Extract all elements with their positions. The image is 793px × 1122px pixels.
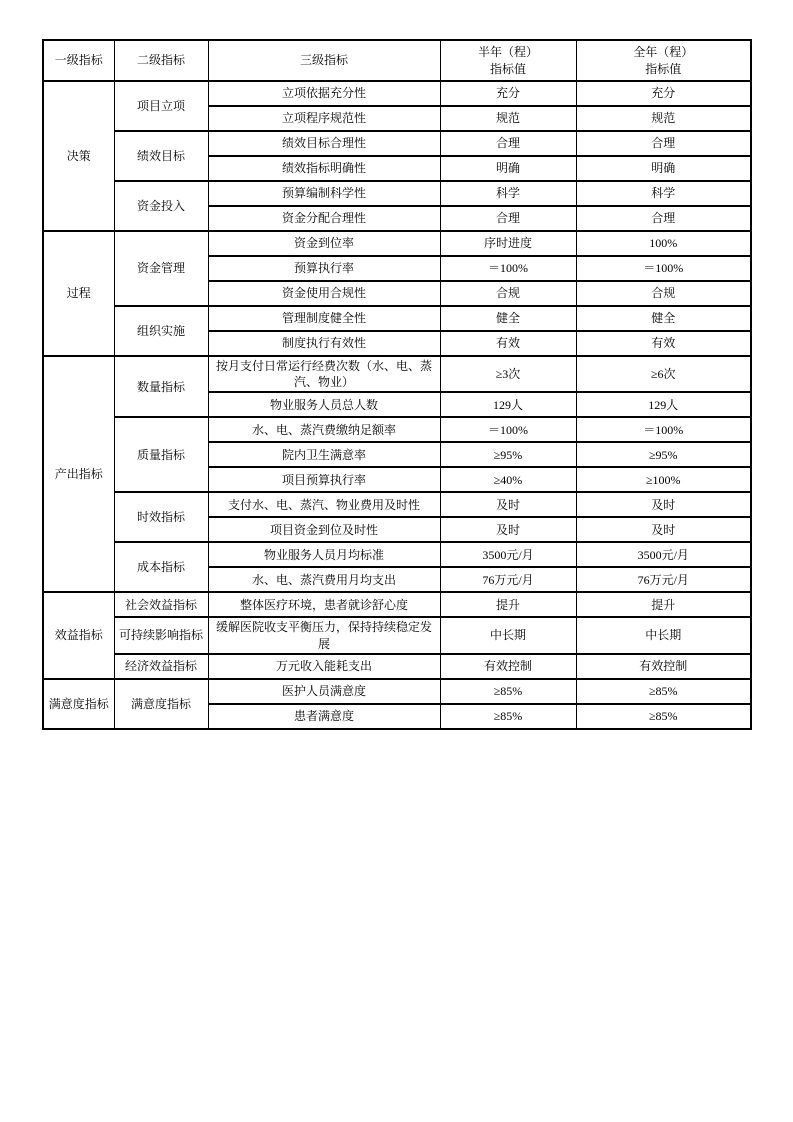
- cell-halfyear-value: ＝100%: [440, 417, 576, 442]
- cell-halfyear-value: ≥95%: [440, 442, 576, 467]
- cell-level2-indicator: 可持续影响指标: [114, 617, 208, 653]
- cell-fullyear-value: ≥6次: [576, 356, 751, 392]
- cell-level3-indicator: 物业服务人员总人数: [208, 392, 440, 417]
- table-row: [43, 231, 751, 256]
- cell-halfyear-value: 合规: [440, 281, 576, 306]
- cell-fullyear-value: 科学: [576, 181, 751, 206]
- cell-level3-indicator: 预算执行率: [208, 256, 440, 281]
- table-row: [43, 654, 751, 679]
- cell-fullyear-value: 合理: [576, 206, 751, 231]
- cell-fullyear-value: ＝100%: [576, 256, 751, 281]
- indicator-table: [42, 39, 752, 730]
- cell-level3-indicator: 医护人员满意度: [208, 679, 440, 704]
- cell-level3-indicator: 绩效指标明确性: [208, 156, 440, 181]
- table-header: [43, 40, 751, 81]
- table-row: [43, 81, 751, 106]
- cell-level3-indicator: 项目预算执行率: [208, 467, 440, 492]
- cell-fullyear-value: 规范: [576, 106, 751, 131]
- cell-halfyear-value: ≥3次: [440, 356, 576, 392]
- cell-halfyear-value: ≥85%: [440, 704, 576, 729]
- cell-fullyear-value: 及时: [576, 492, 751, 517]
- header-halfyear-line2: 指标值: [489, 61, 526, 76]
- cell-level2-indicator: 经济效益指标: [114, 654, 208, 679]
- cell-level2-indicator: 满意度指标: [114, 679, 208, 729]
- cell-halfyear-value: 及时: [440, 492, 576, 517]
- cell-halfyear-value: ≥85%: [440, 679, 576, 704]
- header-halfyear-value: [440, 40, 576, 81]
- cell-fullyear-value: 及时: [576, 517, 751, 542]
- table-row: [43, 492, 751, 517]
- cell-halfyear-value: 3500元/月: [440, 542, 576, 567]
- cell-level2-indicator: 数量指标: [114, 356, 208, 417]
- table-row: [43, 417, 751, 442]
- table-row: [43, 617, 751, 653]
- header-fullyear-line2: 指标值: [645, 61, 682, 76]
- cell-halfyear-value: 有效: [440, 331, 576, 356]
- cell-level1-indicator: 效益指标: [43, 592, 114, 678]
- header-level1-indicator: 一级指标: [43, 40, 114, 81]
- cell-halfyear-value: 及时: [440, 517, 576, 542]
- cell-level3-indicator: 资金使用合规性: [208, 281, 440, 306]
- cell-level3-indicator: 支付水、电、蒸汽、物业费用及时性: [208, 492, 440, 517]
- cell-fullyear-value: 有效: [576, 331, 751, 356]
- cell-halfyear-value: 规范: [440, 106, 576, 131]
- cell-fullyear-value: 合规: [576, 281, 751, 306]
- cell-halfyear-value: 序时进度: [440, 231, 576, 256]
- cell-level3-indicator: 水、电、蒸汽费缴纳足额率: [208, 417, 440, 442]
- cell-level1-indicator: 产出指标: [43, 356, 114, 592]
- cell-level2-indicator: 质量指标: [114, 417, 208, 492]
- table-row: [43, 356, 751, 392]
- cell-fullyear-value: 3500元/月: [576, 542, 751, 567]
- cell-level2-indicator: 组织实施: [114, 306, 208, 356]
- cell-level2-indicator: 资金投入: [114, 181, 208, 231]
- header-fullyear-value: [576, 40, 751, 81]
- table-row: [43, 592, 751, 617]
- table-row: [43, 131, 751, 156]
- cell-halfyear-value: 提升: [440, 592, 576, 617]
- cell-fullyear-value: 充分: [576, 81, 751, 106]
- cell-halfyear-value: 中长期: [440, 617, 576, 653]
- cell-level3-indicator: 绩效目标合理性: [208, 131, 440, 156]
- cell-halfyear-value: 合理: [440, 206, 576, 231]
- table-body: [43, 81, 751, 729]
- cell-fullyear-value: 100%: [576, 231, 751, 256]
- cell-level3-indicator: 立项程序规范性: [208, 106, 440, 131]
- cell-fullyear-value: 有效控制: [576, 654, 751, 679]
- cell-level3-indicator: 患者满意度: [208, 704, 440, 729]
- cell-halfyear-value: 76万元/月: [440, 567, 576, 592]
- cell-fullyear-value: 合理: [576, 131, 751, 156]
- cell-halfyear-value: ＝100%: [440, 256, 576, 281]
- cell-fullyear-value: ≥85%: [576, 704, 751, 729]
- cell-level3-indicator: 项目资金到位及时性: [208, 517, 440, 542]
- cell-level3-indicator: 整体医疗环境，患者就诊舒心度: [208, 592, 440, 617]
- cell-level3-indicator: 物业服务人员月均标准: [208, 542, 440, 567]
- cell-halfyear-value: 科学: [440, 181, 576, 206]
- cell-halfyear-value: 明确: [440, 156, 576, 181]
- cell-level3-indicator: 资金到位率: [208, 231, 440, 256]
- header-row: [43, 40, 751, 81]
- cell-level3-indicator: 万元收入能耗支出: [208, 654, 440, 679]
- cell-fullyear-value: 76万元/月: [576, 567, 751, 592]
- cell-fullyear-value: ≥85%: [576, 679, 751, 704]
- cell-fullyear-value: ≥100%: [576, 467, 751, 492]
- cell-halfyear-value: 充分: [440, 81, 576, 106]
- cell-fullyear-value: ＝100%: [576, 417, 751, 442]
- cell-halfyear-value: 有效控制: [440, 654, 576, 679]
- cell-level3-indicator: 院内卫生满意率: [208, 442, 440, 467]
- cell-level3-indicator: 预算编制科学性: [208, 181, 440, 206]
- cell-level3-indicator: 立项依据充分性: [208, 81, 440, 106]
- header-level2-indicator: 二级指标: [114, 40, 208, 81]
- cell-halfyear-value: 合理: [440, 131, 576, 156]
- header-halfyear-line1: 半年（程）: [477, 45, 538, 60]
- cell-level3-indicator: 按月支付日常运行经费次数（水、电、蒸汽、物业）: [208, 356, 440, 392]
- cell-level2-indicator: 绩效目标: [114, 131, 208, 181]
- indicator-table-container: [42, 39, 750, 730]
- cell-level3-indicator: 水、电、蒸汽费用月均支出: [208, 567, 440, 592]
- cell-level2-indicator: 成本指标: [114, 542, 208, 592]
- cell-halfyear-value: 129人: [440, 392, 576, 417]
- table-row: [43, 679, 751, 704]
- cell-halfyear-value: ≥40%: [440, 467, 576, 492]
- cell-fullyear-value: ≥95%: [576, 442, 751, 467]
- cell-fullyear-value: 提升: [576, 592, 751, 617]
- header-fullyear-line1: 全年（程）: [633, 45, 694, 60]
- header-level3-indicator: 三级指标: [208, 40, 440, 81]
- cell-level3-indicator: 缓解医院收支平衡压力，保持持续稳定发展: [208, 617, 440, 653]
- cell-fullyear-value: 健全: [576, 306, 751, 331]
- cell-level3-indicator: 资金分配合理性: [208, 206, 440, 231]
- cell-level1-indicator: 过程: [43, 231, 114, 356]
- cell-level3-indicator: 制度执行有效性: [208, 331, 440, 356]
- cell-level2-indicator: 时效指标: [114, 492, 208, 542]
- cell-fullyear-value: 明确: [576, 156, 751, 181]
- table-row: [43, 181, 751, 206]
- table-row: [43, 306, 751, 331]
- cell-fullyear-value: 129人: [576, 392, 751, 417]
- cell-level2-indicator: 资金管理: [114, 231, 208, 306]
- cell-level2-indicator: 社会效益指标: [114, 592, 208, 617]
- cell-halfyear-value: 健全: [440, 306, 576, 331]
- cell-fullyear-value: 中长期: [576, 617, 751, 653]
- cell-level2-indicator: 项目立项: [114, 81, 208, 131]
- table-row: [43, 542, 751, 567]
- cell-level3-indicator: 管理制度健全性: [208, 306, 440, 331]
- cell-level1-indicator: 满意度指标: [43, 679, 114, 729]
- cell-level1-indicator: 决策: [43, 81, 114, 231]
